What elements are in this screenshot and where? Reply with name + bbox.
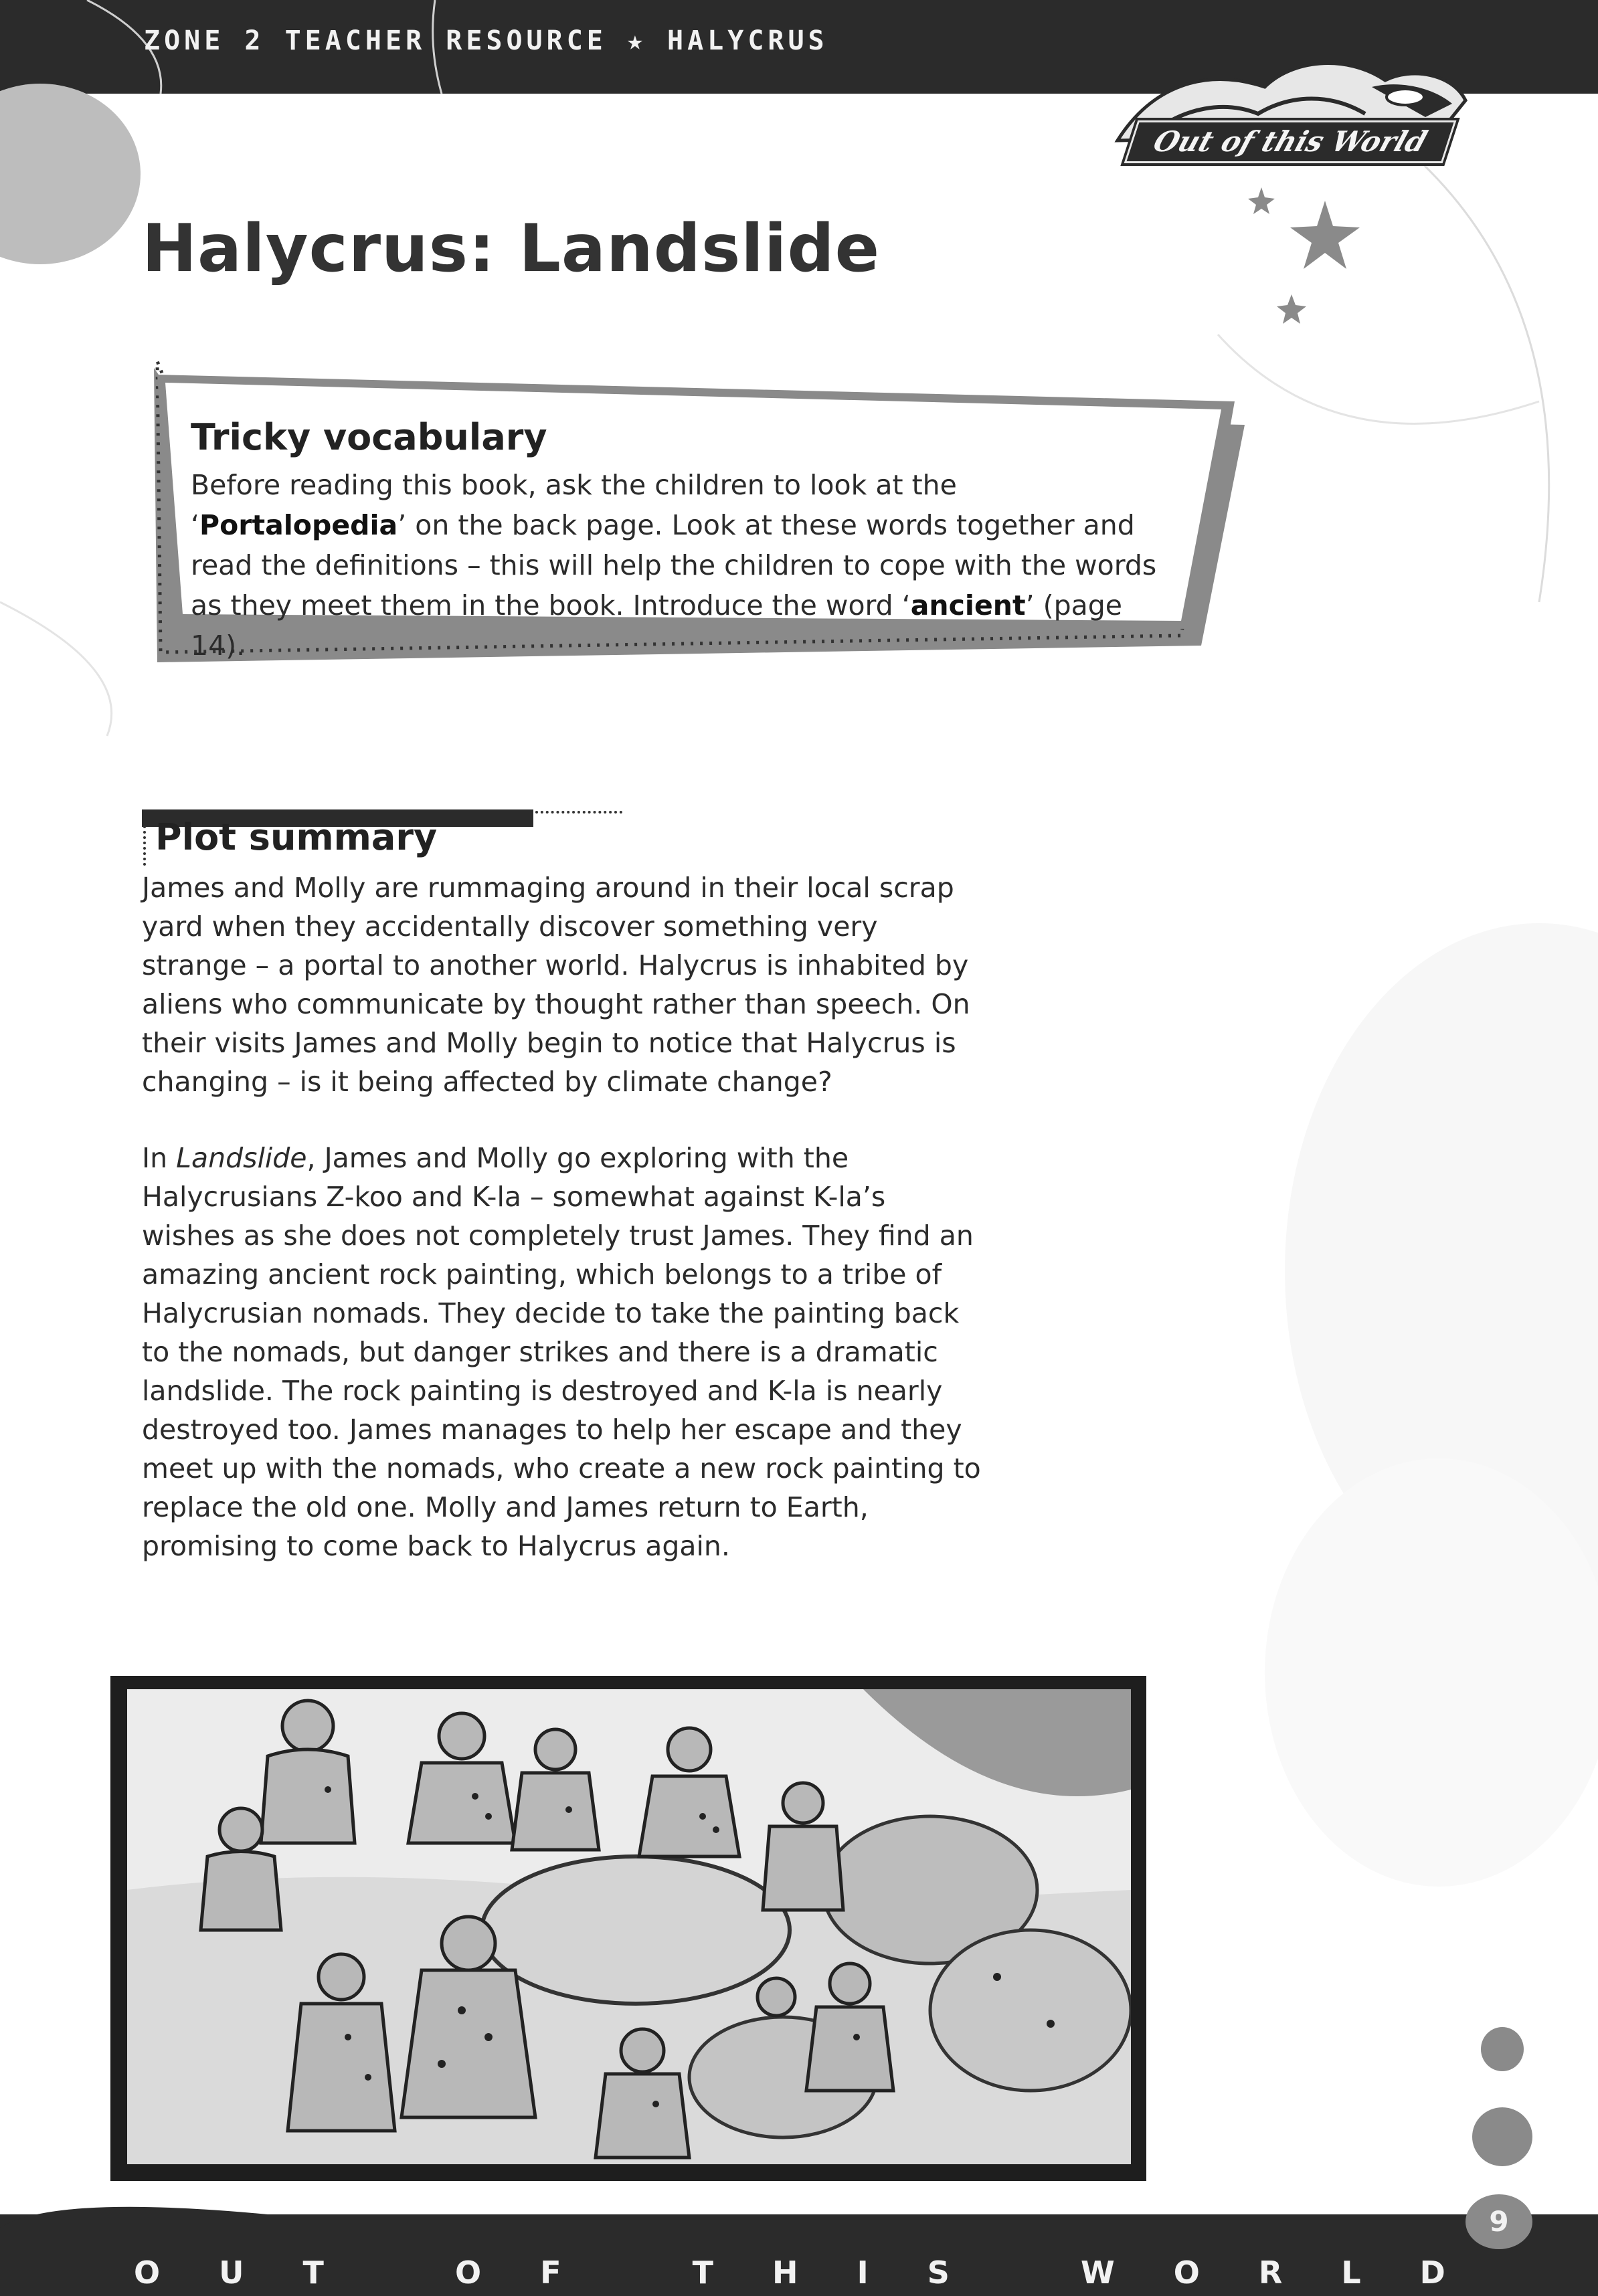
- footer-letter: O: [134, 2255, 161, 2291]
- large-star-icon: [1290, 201, 1360, 269]
- footer-letter: L: [1341, 2255, 1361, 2291]
- plot-paragraph: [142, 1139, 985, 1565]
- footer-letter: S: [927, 2255, 950, 2291]
- footer-letter: T: [302, 2255, 324, 2291]
- footer-letter: W: [1080, 2255, 1115, 2291]
- footer-curve: [0, 2188, 1598, 2228]
- footer-letter: O: [454, 2255, 482, 2291]
- star-icon: ★: [626, 25, 647, 56]
- vocabulary-heading: Tricky vocabulary: [191, 416, 547, 458]
- small-star-icon: [1248, 187, 1275, 214]
- book-title-italic: Landslide: [176, 1142, 307, 1174]
- plot-heading: Plot summary: [155, 816, 438, 858]
- page-title: Halycrus: Landslide: [142, 211, 881, 287]
- vocab-text-part: ’ (page 14).: [191, 589, 1123, 662]
- plot-text-part: In: [142, 1142, 177, 1174]
- vocabulary-text: [191, 465, 1161, 666]
- running-header: [144, 25, 828, 56]
- footer-letter: D: [1419, 2255, 1445, 2291]
- vocab-term-portalopedia: Portalopedia: [199, 509, 398, 541]
- book-name: HALYCRUS: [667, 25, 828, 56]
- decorative-dot: [1481, 2027, 1524, 2071]
- illustration-drawing: [127, 1689, 1131, 2164]
- footer-series-title: [134, 2255, 1445, 2291]
- decorative-dot: [1472, 2107, 1532, 2166]
- zone-label: ZONE 2 TEACHER RESOURCE: [144, 25, 607, 56]
- stars-decoration: [1245, 181, 1365, 341]
- dotted-rule: [535, 811, 622, 814]
- vocab-text-part: ’ on the back page. Look at these words together and read the definitions – this will help the children to cope with the words as they meet them in the book. Introduce the word ‘: [191, 509, 1157, 621]
- footer-letter: U: [219, 2255, 244, 2291]
- page-number: 9: [1466, 2194, 1532, 2249]
- footer-letter: F: [540, 2255, 561, 2291]
- logo-text: Out of this World: [1124, 120, 1457, 163]
- vocab-text-part: Before reading this book, ask the children to look at the ‘: [191, 469, 957, 541]
- footer-letter: T: [692, 2255, 714, 2291]
- footer-letter: H: [772, 2255, 798, 2291]
- small-star-icon: [1277, 294, 1306, 324]
- footer-letter: R: [1258, 2255, 1283, 2291]
- dotted-rule: [143, 826, 146, 866]
- vocab-term-ancient: ancient: [910, 589, 1026, 621]
- plot-text-part: , James and Molly go exploring with the Halycrusians Z-koo and K-la – somewhat against K-la’s wishes as she does not completely trust James. They find an amazing ancient rock painting, which belongs to a tribe of Halycrusian nomads. They decide to take the painting back to the nomads, but danger strikes and there is a dramatic landslide. The rock painting is destroyed and K-la is nearly destroyed too. James manages to help her escape and they meet up with the nomads, who create a new rock painting to replace the old one. Molly and James return to Earth, promising to come back to Halycrus again.: [142, 1142, 981, 1562]
- footer-letter: I: [857, 2255, 869, 2291]
- footer-letter: O: [1173, 2255, 1200, 2291]
- plot-paragraph: James and Molly are rummaging around in their local scrap yard when they accidentally discover something very strange – a portal to another world. Halycrus is inhabited by aliens who communicate by thought rather than speech. On their visits James and Molly begin to notice that Halycrus is changing – is it being affected by climate change?: [142, 872, 970, 1098]
- comic-illustration: [127, 1689, 1131, 2164]
